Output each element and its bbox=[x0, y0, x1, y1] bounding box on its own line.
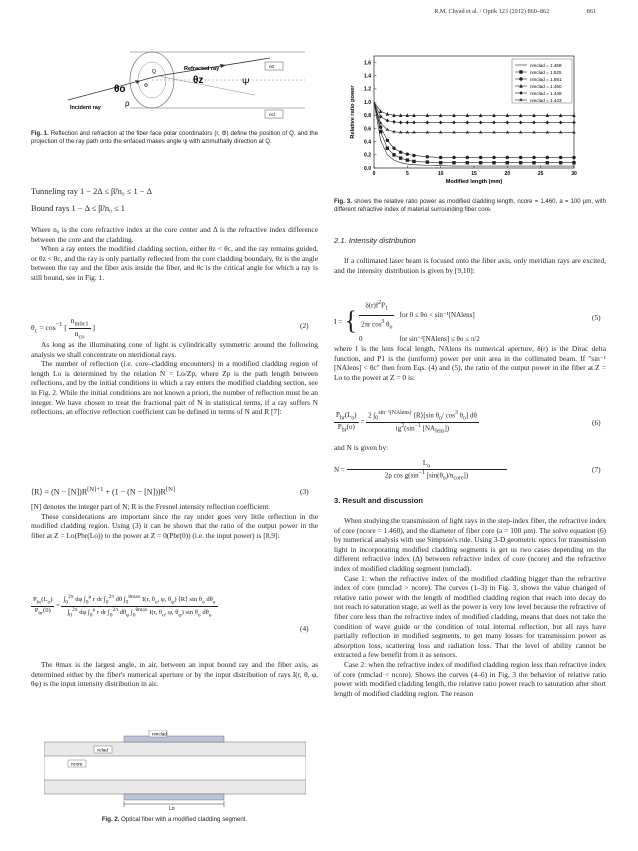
theta-z-label: θz bbox=[193, 75, 204, 86]
series-3-point bbox=[466, 156, 469, 159]
left-para-4 bbox=[31, 660, 318, 689]
series-2-point bbox=[532, 161, 535, 164]
q-label: Q bbox=[152, 69, 156, 75]
left-p3: As long as the illuminating cone of light is cylindrically symmetric around the following analysis we shall concentrate on meridional rays. bbox=[31, 340, 318, 359]
right-p1: If a collimated laser beam is focused onto the fiber axis, only meridian rays are excited, and the intensity distribution is given by [9,10]: bbox=[334, 256, 606, 275]
legend-entry: nmclad = 1.448 bbox=[530, 90, 562, 96]
right-para-3 bbox=[334, 443, 606, 453]
series-2-point bbox=[479, 161, 482, 164]
x-tick-label: 10 bbox=[437, 171, 444, 177]
y-tick-label: 1.4 bbox=[364, 73, 371, 80]
series-2-point bbox=[386, 147, 389, 150]
equation-7-number: (7) bbox=[592, 465, 601, 474]
running-head bbox=[398, 8, 596, 15]
right-para-2 bbox=[334, 344, 606, 382]
legend-marker bbox=[519, 70, 522, 73]
series-2-point bbox=[406, 158, 409, 161]
right-para-1 bbox=[334, 256, 606, 275]
x-tick-label: 20 bbox=[504, 171, 511, 177]
modified-segment-top bbox=[124, 736, 224, 742]
left-p4: The number of reflection (i.e. core–cladding encounters) in a modified cladding region of length Lo is determined by the relation N = Lo/Zp, where Zp is the path length between reflections, and by the initial conditions in which a ray enters the modified cladding section, see in Fig. 2. While the initial conditions are not known a priori, the number of reflection must be an integer. We have chosen to treat the fractional part of N in statistical terms, if a ray suffers N reflections, an effective reflection coefficient can be defined in terms of N and R [7]: bbox=[31, 359, 318, 417]
equation-3-number: (3) bbox=[300, 487, 309, 496]
right-p4: When studying the transmission of light rays in the step-index fiber, the refractive index of core (ncore = 1.460), and the diameter of fiber core (a = 100 μm). The solve equation (6) by numerical analysis with use Simpson's rule. Using 3-D geometric optics for transmission light in incorporating modified cladding segments is get us two cases depending on the different refractive index (Δ) between refractive index of core (ncore) and the refractive index of modified cladding segment (nmclad). bbox=[334, 516, 606, 573]
fig2-diagram bbox=[44, 730, 306, 810]
y-tick-label: 1.0 bbox=[364, 99, 371, 106]
series-2-point bbox=[492, 161, 495, 164]
series-3-point bbox=[559, 156, 562, 159]
fig3-caption bbox=[334, 198, 606, 214]
incident-ray-label: Incident ray bbox=[70, 105, 101, 111]
equation-7: N = $\frac{L_o}{2\rho \cos g(\sin^{-1} [\sin(\theta_o)/n_{core}])}$ bbox=[334, 459, 507, 482]
series-3-point bbox=[379, 125, 382, 128]
fig3-caption-label: Fig. 3. bbox=[334, 198, 353, 205]
y-tick-label: 0.2 bbox=[364, 152, 371, 159]
series-3-point bbox=[426, 155, 429, 158]
x-tick-label: 30 bbox=[571, 171, 577, 177]
series-2-point bbox=[452, 161, 455, 164]
eq5-case2-condition: for sin⁻¹[NAlens] ≤ θo ≤ π/2 bbox=[399, 335, 480, 344]
series-2-point bbox=[392, 153, 395, 156]
y-tick-label: 0.6 bbox=[364, 126, 371, 133]
equation-4: $\frac{P_{br}(L_o)}{P_{br}(0)}$ = $\int_0^{2\pi}$ dφ $\int_0^\rho$ r dr $\int_0^{2\pi}$ dθ $\int_0^{\theta max}$ I(r, $\theta_o$, φ, $\theta_\varphi$) ⟨R⟩ $\sin \theta_o$ $d\theta_o$ $\int_0^{2\pi}$ dφ $\int_0^\rho$ r dr $\int_0^{2\pi}$ $d\theta_\varphi$ $\int_0^{\theta max}$ I(r, $\theta_o$, φ, $\theta_\varphi$) $\sin \theta_o$ $d\theta_o$ bbox=[33, 594, 216, 618]
series-3-point bbox=[479, 156, 482, 159]
equation-2-number: (2) bbox=[300, 321, 309, 330]
equation-6-number: (6) bbox=[592, 418, 601, 427]
eq5-case1-condition: for 0 ≤ θo < sin⁻¹[NAlens] bbox=[399, 310, 475, 319]
legend-marker bbox=[519, 77, 522, 80]
nmclad-label: nmclad bbox=[152, 731, 167, 737]
right-para-4 bbox=[334, 516, 606, 698]
series-2-point bbox=[379, 130, 382, 133]
equation-5-number: (5) bbox=[592, 313, 601, 322]
fig1-caption-label: Fig. 1. bbox=[31, 130, 49, 137]
series-3-point bbox=[386, 139, 389, 142]
x-tick-label: 5 bbox=[405, 171, 409, 177]
series-2-point bbox=[466, 161, 469, 164]
series-3-point bbox=[412, 154, 415, 157]
right-p6: Case 2: when the refractive index of modified cladding region less than refractive index of core (nmclad < ncore). Shows the curves (4–6) in Fig. 3 the behavior of relative ratio power with modified cladding length, the relative ratio power reach to saturation after short length of modified cladding region. The reason bbox=[334, 659, 606, 698]
section-3-heading: 3. Result and discussion bbox=[334, 496, 424, 505]
series-2-point bbox=[519, 161, 522, 164]
series-3-point bbox=[492, 156, 495, 159]
y-tick-label: 0.0 bbox=[364, 165, 371, 172]
y-tick-label: 0.8 bbox=[364, 113, 371, 120]
right-p2: where f is the lens focal length, NAlens its numerical aperture, δ(r) is the Dirac delta function, and P1 is the (uniform) power per unit area in the collimated beam. If "sin⁻¹ [NAlens] < θc" then from Eqs. (4) and (5), the ratio of the output power in the fiber at Z = Lo to the power at Z = 0 is: bbox=[334, 344, 606, 382]
ncore-label: ncore bbox=[71, 761, 83, 767]
series-3-point bbox=[519, 156, 522, 159]
left-para-1 bbox=[31, 225, 318, 283]
core-region bbox=[44, 756, 306, 780]
fig2-caption-label: Fig. 2. bbox=[101, 816, 120, 823]
fig2-caption bbox=[31, 816, 318, 824]
series-2-point bbox=[506, 161, 509, 164]
nclad-label: nclad bbox=[97, 747, 108, 753]
series-2-point bbox=[439, 161, 442, 164]
fig2-caption-text: Optical fiber with a modified cladding segment. bbox=[121, 816, 248, 823]
right-p3: and N is given by: bbox=[334, 443, 389, 452]
fig3-caption-text: shows the relative ratio power as modified cladding length, ncore = 1.460, a = 100 μm, with different refractive index of material surrounding fiber core. bbox=[334, 198, 606, 214]
fig1-diagram bbox=[40, 40, 310, 126]
left-p2: When a ray enters the modified cladding section, either θz < θc, and the ray remains guided, or θz < θc, and the ray is only partially reflected from the core cladding boundary, θz is the angle between the ray and the fiber axis inside the fiber, and θc is the critical angle for which a ray is still bound, see in Fig. 1. bbox=[31, 244, 318, 282]
left-p5: [N] denotes the integer part of N; R is the Fresnel intensity reflection coefficient. bbox=[31, 502, 271, 511]
series-3-point bbox=[439, 156, 442, 159]
series-3-point bbox=[452, 156, 455, 159]
series-2-point bbox=[572, 161, 575, 164]
x-tick-label: 0 bbox=[372, 171, 376, 177]
fig3-chart bbox=[346, 52, 586, 194]
tunneling-ray-condition: Tunneling ray 1 − 2Δ ≤ β̃/n₀ ≤ 1 − Δ bbox=[31, 187, 152, 196]
x-tick-label: 25 bbox=[537, 171, 544, 177]
y-tick-label: 0.4 bbox=[364, 139, 371, 146]
ray-classification bbox=[31, 183, 318, 217]
legend-entry: nmclad = 1.468 bbox=[530, 62, 562, 68]
fig1-caption-text: Reflection and refraction at the fiber face polar coordinators (r, Φ) define the position of Q, and the projection of the ray path onto the enfaced makes angle ψ with azimuthally direction at Q. bbox=[31, 130, 318, 146]
y-tick-label: 1.6 bbox=[364, 60, 371, 67]
left-p6: These considerations are important since the ray under goes very little reflection in the modified cladding region. Using (3) it can be shown that the ratio of the output power in the fiber at Z = Lo(Pbr(Lo)) to the power at Z = 0(Pbr(0)) (i.e. the input power) is [8,9]: bbox=[31, 511, 318, 540]
series-2-point bbox=[546, 161, 549, 164]
series-2-point bbox=[559, 161, 562, 164]
series-3-point bbox=[572, 156, 575, 159]
equation-3: ⟨R⟩ = $(N - [N])R^{[N]+1} + (1 - (N - [N]))R[N]$ bbox=[31, 486, 176, 497]
right-p5: Case 1: when the refractive index of the modified cladding bigger than the refractive index of core (nmclad > ncore). The curves (1–3) in Fig. 3, shows the value changed of relative ratio power with the length of modified cladding region that reach into decay do not reach to saturation stage, as well as the power is very low level because the refractive of fiber core less than the refractive index of modified cladding, means that does not take the condition of wave guide or the condition of total internal reflection, but all rays have partially reflection in modified segments, to get many losses for transmission power as absorption loss, scattering loss and radiation loss. That the level of ability cannot be extracted a few benefit from it as sensors. bbox=[334, 573, 606, 660]
fig1-caption bbox=[31, 130, 318, 146]
series-2-point bbox=[426, 160, 429, 163]
projection-line bbox=[158, 76, 255, 95]
refracted-ray-label: Refracted ray bbox=[184, 66, 220, 72]
y-tick-label: 1.2 bbox=[364, 86, 371, 93]
series-2-point bbox=[412, 160, 415, 163]
series-3-point bbox=[392, 147, 395, 150]
x-tick-label: 15 bbox=[471, 171, 477, 177]
page-number: 861 bbox=[586, 8, 596, 15]
theta-o-label: θo bbox=[114, 84, 126, 95]
equation-6: $\frac{P_{br}(L_o)}{P_{br}(o)}$ = $\frac{2 \int_0^{sin^{-1}(NAlens)} ⟨R⟩[\sin \theta_o/ \cos^3 \theta_o] d\theta}{tg^2(\sin^{-1} [NA_{lens}])}$ bbox=[336, 410, 477, 435]
psi-label: Ψ bbox=[242, 77, 250, 87]
legend-entry: nmclad = 1.450 bbox=[530, 83, 562, 89]
modified-segment-bottom bbox=[124, 794, 224, 800]
equation-4-number: (4) bbox=[300, 624, 309, 633]
left-p1: Where n₀ is the core refractive index at the core center and Δ is the refractive index difference between the core and the cladding. bbox=[31, 225, 318, 244]
ncl-label: ncl bbox=[269, 112, 275, 117]
refracted-arrow bbox=[220, 64, 226, 68]
left-p7: The θmax is the largest angle, in air, between an input bound ray and the fiber axis, as determined either by the fiber's numerical aperture or by the input distribution of rays I(r, θ, φ, θφ) is the input intensity distribution in air. bbox=[31, 660, 318, 689]
left-para-2 bbox=[31, 340, 318, 417]
rho-label: ρ bbox=[125, 99, 130, 108]
left-para-3 bbox=[31, 502, 318, 540]
series-3-point bbox=[532, 156, 535, 159]
journal-citation: R.M. Chyad et al. / Optik 123 (2012) 860–862 bbox=[434, 8, 550, 15]
series-2-point bbox=[399, 156, 402, 159]
bound-ray-condition: Bound rays 1 − Δ ≤ β̃/n₀ ≤ 1 bbox=[31, 204, 125, 213]
legend-entry: nmclad = 1.443 bbox=[530, 97, 562, 103]
n0-label: n0 bbox=[269, 64, 275, 69]
section-2-1-heading: 2.1. Intensity distribution bbox=[334, 236, 416, 245]
legend-entry: nmclad = 1.525 bbox=[530, 69, 562, 75]
legend-entry: nmclad = 1.591 bbox=[530, 76, 562, 82]
x-axis-label: Modified length (mm) bbox=[445, 179, 503, 185]
series-3-point bbox=[406, 152, 409, 155]
phi-label: Φ bbox=[144, 83, 148, 89]
series-3-point bbox=[399, 150, 402, 153]
y-axis-label: Relative ratio power bbox=[350, 85, 356, 139]
series-3-point bbox=[506, 156, 509, 159]
series-3-point bbox=[546, 156, 549, 159]
equation-5: I = { $\frac{\delta(r)f^2P_1}{2\pi r \cos^3 \theta_o}$ for 0 ≤ θo < sin⁻¹[NAlens] 0 for sin⁻¹[NAlens] ≤ θo ≤ π/2 bbox=[334, 297, 480, 345]
lo-label: Lo bbox=[169, 806, 175, 810]
equation-2: $\theta_c = \cos^{-1}$ [ $\frac{n_{m0c1}}{n_{co}}$ ] bbox=[31, 316, 96, 341]
